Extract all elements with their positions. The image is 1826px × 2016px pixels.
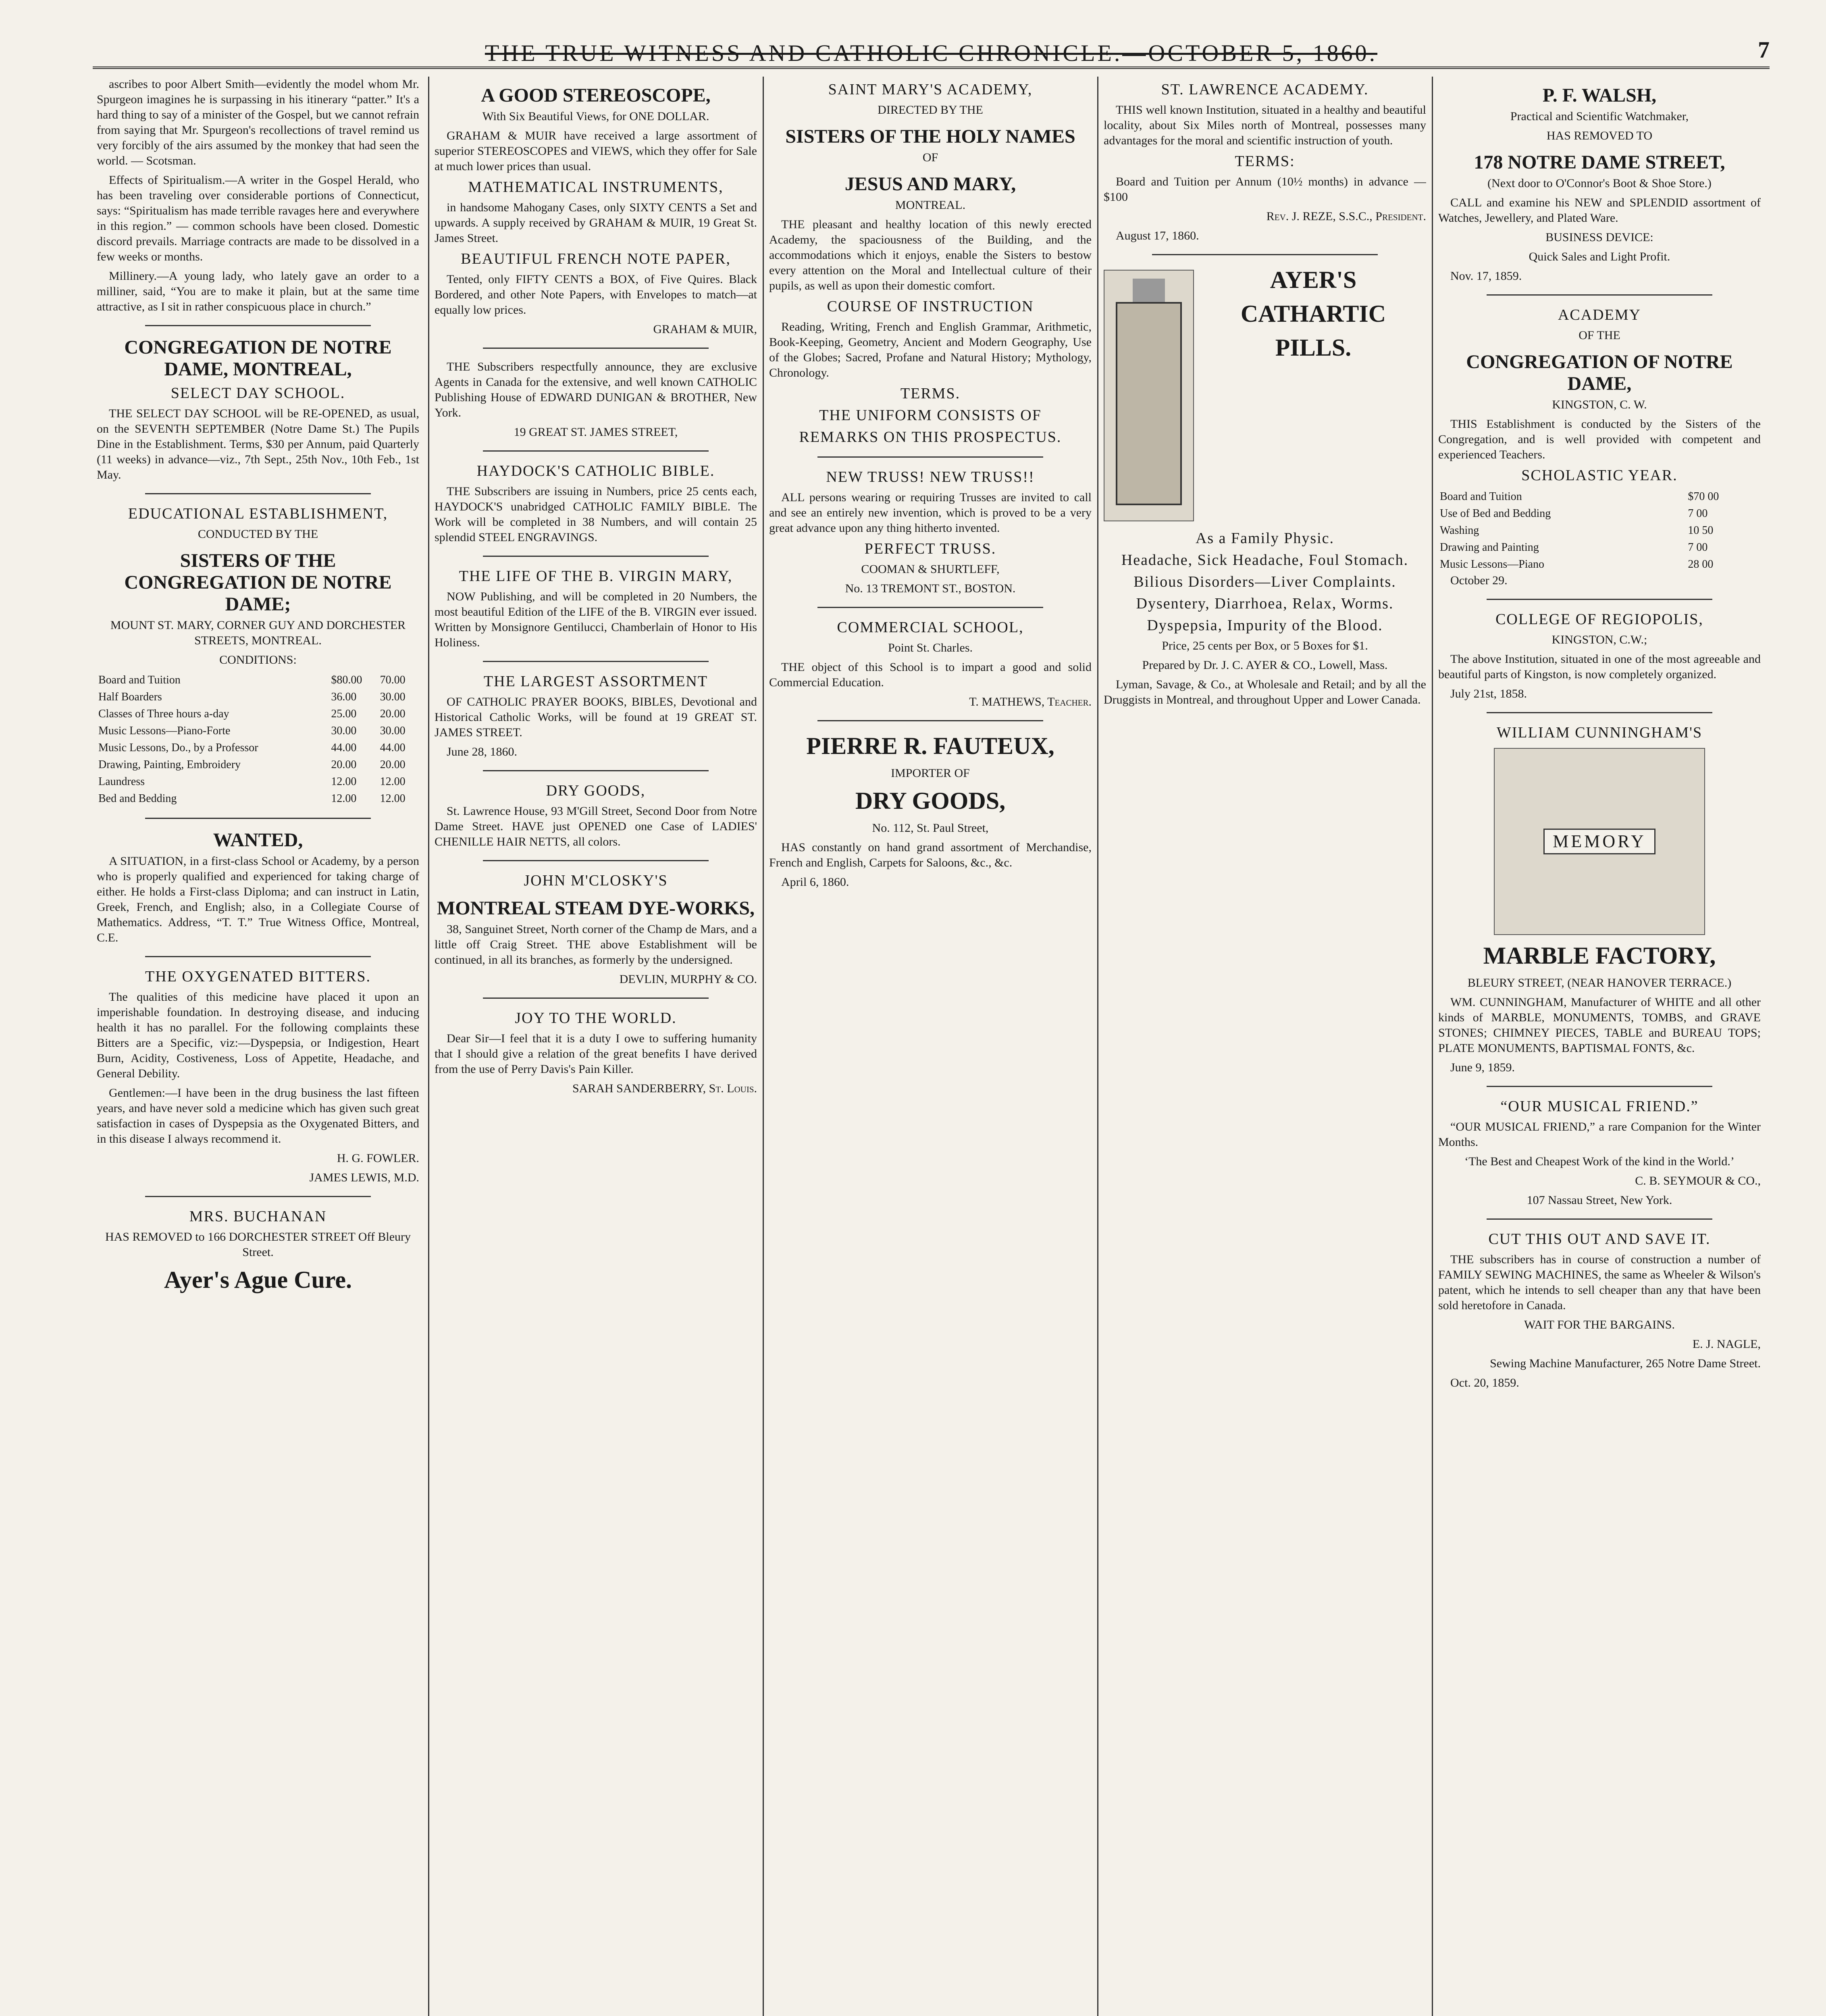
ad-title: MRS. BUCHANAN [189, 1208, 327, 1225]
ad-date: Nov. 17, 1859. [1450, 269, 1522, 283]
divider [483, 556, 709, 557]
ad-subtitle: SELECT DAY SCHOOL. [171, 385, 345, 402]
signature: H. G. FOWLER. [337, 1152, 419, 1165]
ad-subtitle: Bilious Disorders—Liver Complaints. [1133, 573, 1396, 590]
table-row: Bed and Bedding 12.00 12.00 [98, 792, 406, 805]
table-row: Half Boarders 36.00 30.00 [98, 691, 406, 703]
ad-text: THE pleasant and healthy location of this newly erected Academy, the spaciousness of the Building, and the accommodations which it enjoys, enable the Sisters to bestow every attention on the Moral and Intellectual culture of their pupils, as well as upon their domestic comfort. [769, 218, 1092, 292]
table-row: Music Lessons—Piano 28 00 [1440, 558, 1714, 571]
ad-title: THE OXYGENATED BITTERS. [145, 968, 371, 985]
signature: T. MATHEWS, Teacher. [969, 695, 1092, 708]
bottle-icon [1104, 271, 1193, 521]
ad-headline: PILLS. [1275, 334, 1352, 361]
article-text: Millinery.—A young lady, who lately gave an order to a milliner, said, “You are to make it plain, but at the same time attractive, as I sit in rather conspicuous place in church.” [97, 269, 419, 313]
ad-date: April 6, 1860. [781, 875, 849, 889]
monument-illustration [1494, 748, 1705, 935]
ad-title: SISTERS OF THE HOLY NAMES [785, 126, 1075, 147]
divider [483, 998, 709, 999]
ad-headline: PIERRE R. FAUTEUX, [806, 733, 1054, 759]
ad-subtitle: OF THE [1579, 329, 1620, 342]
divider [145, 1196, 371, 1197]
signature: DEVLIN, MURPHY & CO. [619, 973, 757, 986]
ad-subtitle: IMPORTER OF [891, 766, 970, 780]
fees-table [1438, 488, 1761, 573]
ad-subtitle: (Next door to O'Connor's Boot & Shoe Store.) [1487, 177, 1712, 190]
ad-subtitle: TERMS. [900, 385, 961, 402]
ad-subtitle: SCHOLASTIC YEAR. [1521, 467, 1678, 484]
ad-text: Reading, Writing, French and English Grammar, Arithmetic, Book-Keeping, Geometry, Ancient and Modern Geography, Use of the Globes; Sacred, Profane and Natural History; Mythology, Chronology. [769, 320, 1092, 379]
ad-date: July 21st, 1858. [1450, 687, 1527, 700]
divider [145, 818, 371, 819]
ad-text: GRAHAM & MUIR have received a large assortment of superior STEREOSCOPES and VIEWS, which they offer for Sale at much lower prices than usual. [435, 129, 757, 173]
ad-title: A GOOD STEREOSCOPE, [481, 85, 711, 106]
table-row: Board and Tuition $80.00 70.00 [98, 674, 406, 686]
ad-title: HAYDOCK'S CATHOLIC BIBLE. [476, 462, 715, 479]
ad-headline: MARBLE FACTORY, [1483, 942, 1716, 969]
ad-text: “OUR MUSICAL FRIEND,” a rare Companion for the Winter Months. [1438, 1120, 1761, 1149]
ad-address: No. 112, St. Paul Street, [872, 821, 989, 835]
medicine-bottle-illustration [1104, 270, 1194, 521]
ad-title: CONGREGATION DE NOTRE DAME, MONTREAL, [124, 337, 392, 380]
ad-text: OF CATHOLIC PRAYER BOOKS, BIBLES, Devotional and Historical Catholic Works, will be found at 19 GREAT ST. JAMES STREET. [435, 695, 757, 739]
column-4 [1104, 77, 1426, 2016]
ad-subtitle: KINGSTON, C. W. [1552, 398, 1647, 411]
ad-subtitle: JOHN M'CLOSKY'S [524, 872, 668, 889]
ad-subtitle: CONDITIONS: [219, 653, 297, 666]
ad-text: CALL and examine his NEW and SPLENDID assortment of Watches, Jewellery, and Plated Ware. [1438, 196, 1761, 225]
ad-date: June 9, 1859. [1450, 1061, 1515, 1074]
ad-address: Sewing Machine Manufacturer, 265 Notre Dame Street. [1490, 1357, 1761, 1370]
column-5 [1438, 77, 1761, 2016]
masthead-title: THE TRUE WITNESS AND CATHOLIC CHRONICLE.—OCTOBER 5, 1860. [485, 40, 1378, 66]
ad-subtitle: DIRECTED BY THE [878, 103, 983, 117]
ad-subtitle: BUSINESS DEVICE: [1545, 231, 1653, 244]
article-text: ascribes to poor Albert Smith—evidently the model whom Mr. Spurgeon imagines he is surpassing in his itinerary “patter.” It's a hard thing to say of a minister of the Gospel, but we cannot refrain from saying that Mr. Spurgeon's recollections of travel remind us very forcibly of the airs assumed by the monkey that had seen the world. — Scotsman. [97, 77, 419, 167]
column-rule [1097, 77, 1098, 2016]
column-2 [435, 77, 757, 2016]
ad-text: Board and Tuition per Annum (10½ months) in advance — $100 [1104, 175, 1426, 204]
ad-text: WM. CUNNINGHAM, Manufacturer of WHITE and all other kinds of MARBLE, MONUMENTS, TOMBS, and GRAVE STONES; CHIMNEY PIECES, TABLE and BUREAU TOPS; PLATE MONUMENTS, BAPTISMAL FONTS, &c. [1438, 996, 1761, 1055]
ad-text: Dear Sir—I feel that it is a duty I owe to suffering humanity that I should give a relation of the great benefits I have derived from the use of Perry Davis's Pain Killer. [435, 1032, 757, 1076]
ad-text: in handsome Mahogany Cases, only SIXTY CENTS a Set and upwards. A supply received by GRAHAM & MUIR, 19 Great St. James Street. [435, 201, 757, 245]
ad-title: COLLEGE OF REGIOPOLIS, [1495, 611, 1703, 628]
ad-subtitle: MONTREAL. [895, 198, 966, 212]
ad-subtitle: CONDUCTED BY THE [198, 527, 318, 541]
ad-text: Tented, only FIFTY CENTS a BOX, of Five Quires. Black Bordered, and other Note Papers, with Envelopes to match—at equally low prices. [435, 273, 757, 317]
divider [483, 770, 709, 771]
ad-title: ACADEMY [1558, 306, 1641, 323]
signature: Rev. J. REZE, S.S.C., President. [1266, 210, 1426, 223]
fees-table [97, 672, 419, 807]
divider [1487, 599, 1712, 600]
signature: JAMES LEWIS, M.D. [309, 1171, 419, 1184]
ad-address: 107 Nassau Street, New York. [1527, 1193, 1672, 1207]
ad-date: October 29. [1450, 574, 1508, 587]
ad-text: THIS Establishment is conducted by the Sisters of the Congregation, and is well provided with competent and experienced Teachers. [1438, 417, 1761, 461]
ad-title: COMMERCIAL SCHOOL, [837, 619, 1024, 636]
divider [483, 348, 709, 349]
column-rule [763, 77, 764, 2016]
ad-text: Quick Sales and Light Profit. [1529, 250, 1670, 263]
ad-address: MOUNT ST. MARY, CORNER GUY AND DORCHESTER STREETS, MONTREAL. [110, 619, 406, 647]
ad-text: Lyman, Savage, & Co., at Wholesale and Retail; and by all the Druggists in Montreal, and throughout Upper and Lower Canada. [1104, 678, 1426, 706]
article-text: Effects of Spiritualism.—A writer in the Gospel Herald, who has been traveling over considerable portions of Connecticut, says: “Spiritualism has made terrible ravages here and everywhere in this region.” — common schools have been closed. Domestic discord prevails. Marriage contracts are made to be dissolved in a few weeks or months. [97, 173, 419, 263]
ad-title: JESUS AND MARY, [844, 173, 1016, 195]
divider [817, 720, 1043, 721]
ad-subtitle: Point St. Charles. [888, 641, 973, 654]
table-row: Music Lessons—Piano-Forte 30.00 30.00 [98, 725, 406, 737]
ad-subtitle: THE UNIFORM CONSISTS OF [819, 407, 1042, 424]
table-row: Laundress 12.00 12.00 [98, 775, 406, 788]
ad-title: WILLIAM CUNNINGHAM'S [1496, 724, 1703, 741]
ad-date: June 28, 1860. [447, 745, 517, 758]
ad-subtitle: With Six Beautiful Views, for ONE DOLLAR. [482, 110, 709, 123]
page-number: 7 [1758, 37, 1770, 63]
signature: GRAHAM & MUIR, [653, 323, 757, 336]
ad-text: 38, Sanguinet Street, North corner of the Champ de Mars, and a little off Craig Street. THE above Establishment will be continued, in all its branches, as formerly by the undersigned. [435, 923, 757, 966]
ad-title: THE LARGEST ASSORTMENT [483, 673, 708, 690]
ad-text: ‘The Best and Cheapest Work of the kind in the World.’ [1464, 1155, 1734, 1168]
ad-title: EDUCATIONAL ESTABLISHMENT, [128, 505, 388, 522]
ad-title: DRY GOODS, [546, 782, 646, 799]
ad-text: THE subscribers has in course of construction a number of FAMILY SEWING MACHINES, the same as Wheeler & Wilson's patent, which he intends to sell cheaper than any that have been sold heretofore in Canada. [1438, 1253, 1761, 1312]
ad-text: COOMAN & SHURTLEFF, [861, 562, 1000, 576]
ad-subtitle: HAS REMOVED TO [1546, 129, 1653, 142]
divider [483, 450, 709, 452]
ad-text: NOW Publishing, and will be completed in 20 Numbers, the most beautiful Edition of the LIFE of the B. VIRGIN ever issued. Written by Monsignore Gentilucci, Chamberlain of Honor to His Holiness. [435, 590, 757, 649]
ad-title: CONGREGATION OF NOTRE DAME, [1466, 351, 1733, 394]
table-row: Drawing and Painting 7 00 [1440, 541, 1708, 554]
ad-title: THE LIFE OF THE B. VIRGIN MARY, [459, 568, 733, 585]
divider [483, 661, 709, 662]
divider [1487, 294, 1712, 296]
column-3 [769, 77, 1092, 2016]
divider [1487, 1218, 1712, 1220]
ad-text: St. Lawrence House, 93 M'Gill Street, Second Door from Notre Dame Street. HAVE just OPENED one Case of LADIES' CHENILLE HAIR NETTS, all colors. [435, 804, 757, 848]
ad-subtitle: WAIT FOR THE BARGAINS. [1524, 1318, 1675, 1331]
table-row: Music Lessons, Do., by a Professor 44.00 44.00 [98, 741, 406, 754]
ad-headline: AYER'S [1270, 267, 1357, 293]
divider [145, 493, 371, 494]
ad-address: BLEURY STREET, (NEAR HANOVER TERRACE.) [1467, 976, 1732, 989]
ad-text: HAS constantly on hand grand assortment of Merchandise, French and English, Carpets for Saloons, &c., &c. [769, 841, 1092, 869]
ad-text: THIS well known Institution, situated in a healthy and beautiful locality, about Six Miles north of Montreal, possesses many advantages for the moral and scientific instruction of youth. [1104, 103, 1426, 147]
divider [1487, 712, 1712, 713]
ad-text: ALL persons wearing or requiring Trusses are invited to call and see an entirely new invention, which is proved to be a very great advance upon any thing hitherto invented. [769, 491, 1092, 535]
ad-subtitle: BEAUTIFUL FRENCH NOTE PAPER, [461, 250, 731, 267]
ad-subtitle: COURSE OF INSTRUCTION [827, 298, 1034, 315]
ad-subtitle: PERFECT TRUSS. [864, 540, 996, 557]
ad-text: A SITUATION, in a first-class School or Academy, by a person who is properly qualified and experienced for taking charge of either. He holds a First-class Diploma; and can instruct in Latin, Greek, French, and English; also, in a Collegiate Course of Mathematics. Address, “T. T.” True Witness Office, Montreal, C.E. [97, 854, 419, 944]
divider [483, 860, 709, 861]
ad-text: THE Subscribers respectfully announce, they are exclusive Agents in Canada for the extensive, and well known CATHOLIC Publishing House of EDWARD DUNIGAN & BROTHER, New York. [435, 360, 757, 419]
ad-headline: DRY GOODS, [855, 787, 1006, 814]
divider [145, 956, 371, 957]
ad-text: THE SELECT DAY SCHOOL will be RE-OPENED, as usual, on the SEVENTH SEPTEMBER (Notre Dame St.) The Pupils Dine in the Establishment. Terms, $30 per Annum, paid Quarterly (11 weeks) in advance—viz., 7th Sept., 25th Nov., 10th Feb., 1st May. [97, 407, 419, 481]
divider [817, 456, 1043, 458]
ad-text: Price, 25 cents per Box, or 5 Boxes for $1. [1162, 639, 1368, 652]
table-row: Board and Tuition $70 00 [1440, 490, 1719, 503]
ad-subtitle: REMARKS ON THIS PROSPECTUS. [799, 429, 1062, 446]
divider [145, 325, 371, 326]
ad-subtitle: OF [922, 151, 938, 164]
ad-title: CUT THIS OUT AND SAVE IT. [1488, 1231, 1711, 1248]
ad-text: HAS REMOVED to 166 DORCHESTER STREET Off Bleury Street. [105, 1230, 411, 1259]
column-rule [428, 77, 429, 2016]
ad-text: Gentlemen:—I have been in the drug business the last fifteen years, and have never sold a medicine which has given such great satisfaction in cases of Dyspepsia as the Oxygenated Bitters, and in this disease I always recommend it. [97, 1086, 419, 1145]
ad-subtitle: TERMS: [1235, 153, 1295, 170]
ad-title: JOY TO THE WORLD. [515, 1010, 677, 1027]
ad-address: 19 GREAT ST. JAMES STREET, [514, 425, 678, 439]
table-row: Use of Bed and Bedding 7 00 [1440, 507, 1708, 520]
divider [1487, 1086, 1712, 1087]
ad-date: Oct. 20, 1859. [1450, 1376, 1519, 1389]
ad-subtitle: Headache, Sick Headache, Foul Stomach. [1121, 552, 1409, 569]
ad-text: Prepared by Dr. J. C. AYER & CO., Lowell, Mass. [1142, 658, 1388, 672]
ad-title: MONTREAL STEAM DYE-WORKS, [437, 898, 755, 919]
ad-title: “OUR MUSICAL FRIEND.” [1500, 1098, 1699, 1115]
table-row: Classes of Three hours a-day 25.00 20.00 [98, 708, 406, 720]
ad-subtitle: Practical and Scientific Watchmaker, [1510, 110, 1689, 123]
signature: SARAH SANDERBERRY, St. Louis. [572, 1082, 757, 1095]
ad-subtitle: KINGSTON, C.W.; [1551, 633, 1647, 646]
divider [817, 607, 1043, 608]
ad-subtitle: As a Family Physic. [1195, 530, 1335, 547]
ad-text: The qualities of this medicine have placed it upon an imperishable foundation. In destroying disease, and inducing health it has no parallel. For the following complaints these Bitters are a Specific, viz:—Dyspepsia, or Indigestion, Heart Burn, Acidity, Costiveness, Loss of Appetite, Headache, and General Debility. [97, 990, 419, 1080]
table-row: Drawing, Painting, Embroidery 20.00 20.00 [98, 758, 406, 771]
column-rule [1432, 77, 1433, 2016]
table-row: Washing 10 50 [1440, 524, 1714, 537]
ad-subtitle: Dysentery, Diarrhoea, Relax, Worms. [1136, 595, 1394, 612]
ad-title: P. F. WALSH, [1542, 85, 1657, 106]
ad-headline: Ayer's Ague Cure. [164, 1266, 352, 1293]
ad-text: THE object of this School is to impart a good and solid Commercial Education. [769, 660, 1092, 689]
ad-title: NEW TRUSS! NEW TRUSS!! [826, 469, 1035, 485]
ad-text: THE Subscribers are issuing in Numbers, price 25 cents each, HAYDOCK'S unabridged CATHOLIC FAMILY BIBLE. The Work will be completed in 38 Numbers, and will contain 25 splendid STEEL ENGRAVINGS. [435, 485, 757, 544]
ad-subtitle: Dyspepsia, Impurity of the Blood. [1147, 617, 1383, 634]
memory-plaque: MEMORY [1543, 829, 1655, 854]
ad-title: SAINT MARY'S ACADEMY, [828, 81, 1033, 98]
signature: C. B. SEYMOUR & CO., [1635, 1174, 1761, 1187]
ad-text: The above Institution, situated in one of the most agreeable and beautiful parts of Kingston, is now completely organized. [1438, 652, 1761, 681]
signature: E. J. NAGLE, [1692, 1337, 1761, 1351]
ad-subtitle: MATHEMATICAL INSTRUMENTS, [468, 179, 724, 196]
ad-address: No. 13 TREMONT ST., BOSTON. [845, 582, 1016, 595]
ad-address: 178 NOTRE DAME STREET, [1474, 152, 1725, 173]
ad-title: SISTERS OF THE CONGREGATION DE NOTRE DAME; [124, 550, 392, 615]
ad-headline: CATHARTIC [1240, 300, 1386, 327]
ad-date: August 17, 1860. [1116, 229, 1199, 242]
column-1 [97, 77, 419, 2016]
ad-title: ST. LAWRENCE ACADEMY. [1161, 81, 1369, 98]
ad-title: WANTED, [213, 829, 303, 851]
divider [1152, 254, 1378, 255]
masthead-bar [93, 38, 1770, 69]
